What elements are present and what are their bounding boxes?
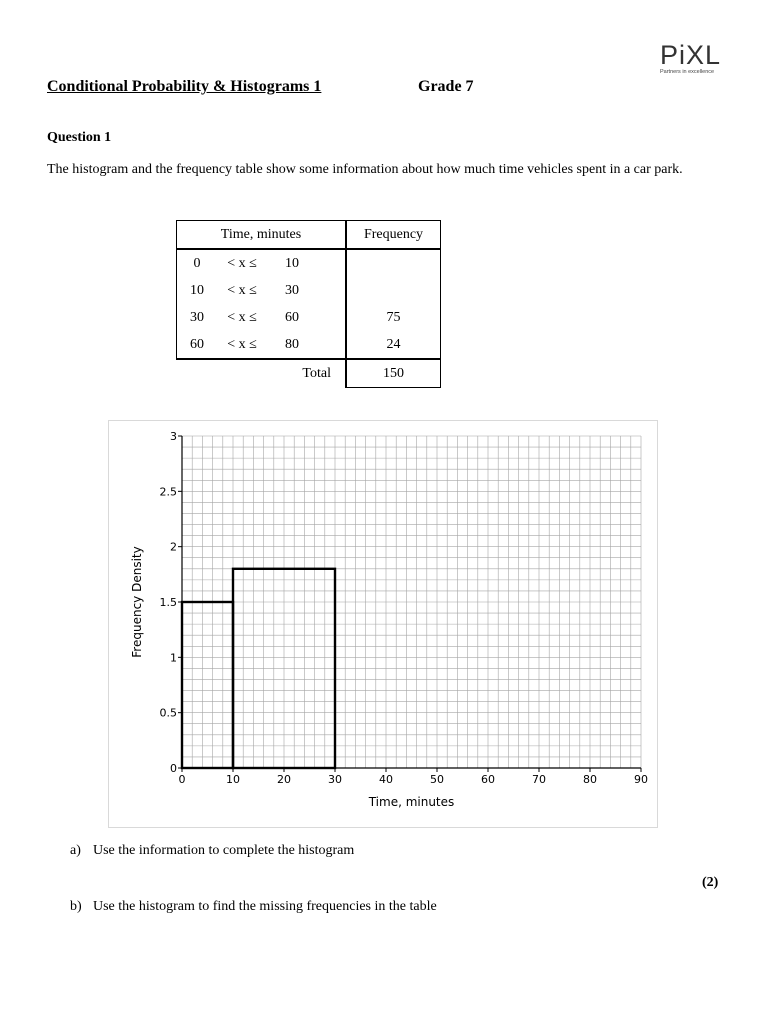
part-a	[70, 843, 354, 859]
grade-label: Grade 7	[418, 78, 474, 95]
upper-bound: 30	[285, 282, 299, 298]
y-tick-label: 2	[170, 540, 177, 554]
lower-bound: 60	[190, 336, 204, 352]
y-tick-label: 1.5	[159, 596, 177, 609]
frequency-cell: 24	[346, 331, 441, 359]
y-tick-label: 0.5	[159, 706, 177, 720]
x-tick-label: 70	[532, 773, 546, 786]
header-frequency: Frequency	[346, 221, 441, 250]
x-tick-label: 40	[379, 773, 393, 786]
logo-wordmark: PiXL	[660, 40, 722, 70]
y-tick-label: 0	[170, 762, 177, 775]
y-tick-label: 1	[170, 651, 177, 665]
table-row	[177, 331, 441, 359]
x-tick-label: 50	[430, 773, 444, 786]
x-tick-label: 0	[178, 773, 186, 786]
frequency-cell: 75	[346, 304, 441, 331]
x-tick-label: 90	[634, 773, 648, 786]
question-heading: Question 1	[47, 130, 112, 145]
part-b-text: Use the histogram to find the missing frequencies in the table	[93, 899, 437, 914]
x-axis-label: Time, minutes	[368, 795, 455, 809]
total-value: 150	[346, 359, 441, 388]
frequency-cell	[346, 249, 441, 277]
y-tick-label: 3	[170, 430, 177, 443]
y-tick-label: 2.5	[159, 485, 177, 499]
pixl-logo	[660, 42, 724, 75]
question-intro: The histogram and the frequency table show some information about how much time vehicles spent in a car park.	[47, 162, 683, 177]
upper-bound: 80	[285, 336, 299, 352]
part-a-text: Use the information to complete the histogram	[93, 843, 355, 858]
header-time: Time, minutes	[177, 221, 347, 250]
table-total-row	[177, 359, 441, 388]
inequality: < x ≤	[227, 255, 257, 271]
total-label: Total	[177, 359, 347, 388]
histogram-chart	[109, 421, 657, 827]
x-tick-label: 60	[481, 773, 495, 786]
table-row	[177, 277, 441, 304]
worksheet-title: Conditional Probability & Histograms 1	[47, 78, 322, 95]
part-b	[70, 899, 437, 915]
lower-bound: 30	[190, 309, 204, 325]
frequency-table	[176, 220, 441, 388]
lower-bound: 0	[193, 255, 201, 271]
x-tick-label: 30	[328, 773, 342, 786]
part-a-label: a)	[70, 843, 81, 858]
part-a-marks: (2)	[702, 875, 719, 890]
grid-lines	[182, 436, 641, 768]
inequality: < x ≤	[227, 282, 257, 298]
x-tick-label: 20	[277, 773, 291, 786]
table-row	[177, 304, 441, 331]
histogram-frame	[108, 420, 658, 828]
table-row	[177, 249, 441, 277]
histogram-bar	[182, 602, 233, 768]
x-tick-label: 10	[226, 773, 240, 786]
frequency-cell	[346, 277, 441, 304]
inequality: < x ≤	[227, 336, 257, 352]
lower-bound: 10	[190, 282, 204, 298]
part-b-label: b)	[70, 899, 82, 914]
logo-tagline: Partners in excellence	[660, 69, 715, 75]
upper-bound: 10	[285, 255, 299, 271]
table-header-row	[177, 221, 441, 250]
x-tick-label: 80	[583, 773, 597, 786]
inequality: < x ≤	[227, 309, 257, 325]
y-axis-label: Frequency Density	[130, 546, 144, 658]
upper-bound: 60	[285, 309, 299, 325]
